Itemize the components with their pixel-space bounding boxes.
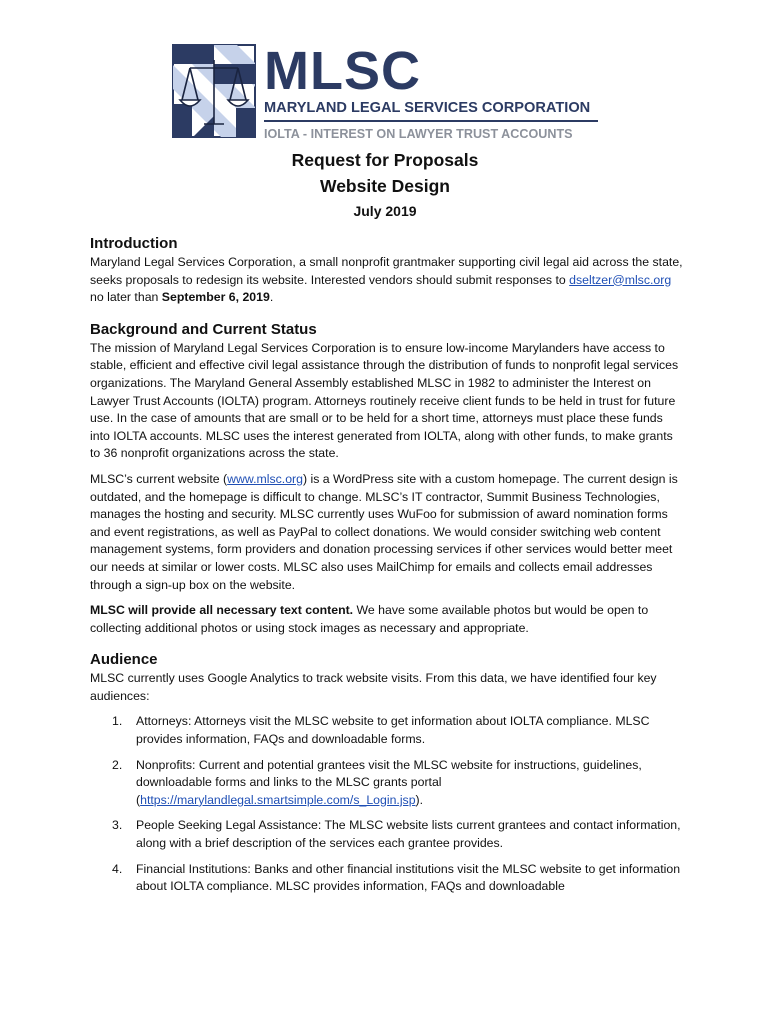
contact-email-link[interactable]: dseltzer@mlsc.org (569, 272, 672, 287)
background-p2-start: MLSC’s current website ( (90, 471, 228, 486)
introduction-heading: Introduction (90, 235, 178, 252)
logo-full-name: MARYLAND LEGAL SERVICES CORPORATION (264, 100, 591, 116)
logo-divider (264, 120, 598, 122)
deadline-date: September 6, 2019 (161, 290, 270, 305)
document-date: July 2019 (353, 203, 417, 219)
list-item (90, 861, 686, 896)
list-number: 3. (112, 818, 123, 833)
list-item-text: Attorneys: Attorneys visit the MLSC website to get information about IOLTA compliance. MLSC provides information, FAQs and downloadable forms. (136, 714, 650, 747)
introduction-paragraph (90, 254, 686, 307)
background-paragraph-1: The mission of Maryland Legal Services Corporation is to ensure low-income Marylanders have access to stable, efficient and effective civil legal assistance through the distribution of funds to nonprofit legal services organizations. The Maryland General Assembly established MLSC in 1982 to administer the Interest on Lawyer Trust Accounts (IOLTA) program. Attorneys routinely receive client funds to be held in trust for future use. In the case of amounts that are small or to be held for a short time, attorneys must place these funds into IOLTA accounts. MLSC uses the interest generated from IOLTA, along with other funds, to make grants to 36 nonprofit organizations across the state. (90, 340, 679, 461)
text-content-statement: MLSC will provide all necessary text content. (90, 603, 354, 618)
list-item (90, 713, 686, 748)
list-item-text: People Seeking Legal Assistance: The MLSC website lists current grantees and contact information, along with a brief description of the services each grantee provides. (136, 818, 681, 851)
list-number: 2. (112, 757, 123, 772)
list-number: 1. (112, 714, 123, 729)
document-subtitle: Website Design (320, 176, 450, 196)
introduction-text-2: no later than (90, 290, 162, 305)
scales-of-justice-logo-icon (172, 44, 256, 138)
background-p2-rest: ) is a WordPress site with a custom homepage. The current design is outdated, and the homepage is difficult to change. MLSC’s IT contractor, Summit Business Technologies, manages the hosting and security. MLSC currently uses WuFoo for submission of award nomination forms and event registrations, as well as PayPal to collect donations. We would consider switching web content management systems, form providers and donation processing services if other services would better meet our needs at similar or lower costs. MLSC also uses MailChimp for emails and collects email addresses through a sign-up box on the website. (90, 471, 678, 592)
document-title-block (0, 147, 770, 221)
background-heading: Background and Current Status (90, 320, 317, 338)
background-section (90, 320, 686, 638)
list-item-text: Financial Institutions: Banks and other financial institutions visit the MLSC website to get information about IOLTA compliance. MLSC provides information, FAQs and downloadable (136, 861, 681, 894)
audience-list (90, 713, 686, 895)
introduction-text-end: . (269, 290, 274, 305)
introduction-text: Maryland Legal Services Corporation, a small nonprofit grantmaker supporting civil legal aid across the state, seeks proposals to redesign its website. Interested vendors should submit responses to (90, 255, 683, 287)
list-item-text: Nonprofits: Current and potential grantees visit the MLSC website for instructions, guidelines, downloadable forms and links to the MLSC grants portal ( (136, 757, 642, 807)
list-item (90, 817, 686, 852)
list-item (90, 757, 686, 810)
grants-portal-link[interactable]: https://marylandlegal.smartsimple.com/s_Login.jsp (140, 792, 416, 807)
document-title: Request for Proposals (291, 150, 479, 170)
document-body (90, 234, 686, 909)
introduction-section (90, 234, 686, 307)
logo-abbreviation: MLSC (264, 41, 421, 101)
background-paragraph-3 (90, 602, 686, 637)
logo-wordmark (264, 41, 602, 144)
website-link[interactable]: www.mlsc.org (227, 471, 303, 486)
list-item-text-end: ). (415, 792, 424, 807)
background-p3-rest: We have some available photos but would be open to collecting additional photos or using stock images as necessary and appropriate. (90, 603, 649, 635)
audience-heading: Audience (90, 651, 158, 669)
mlsc-logo (172, 41, 602, 141)
audience-intro: MLSC currently uses Google Analytics to track website visits. From this data, we have identified four key audiences: (90, 671, 657, 703)
background-paragraph-2 (90, 471, 686, 594)
list-number: 4. (112, 861, 123, 876)
logo-tagline: IOLTA - INTEREST ON LAWYER TRUST ACCOUNTS (264, 127, 573, 141)
audience-section (90, 650, 686, 896)
